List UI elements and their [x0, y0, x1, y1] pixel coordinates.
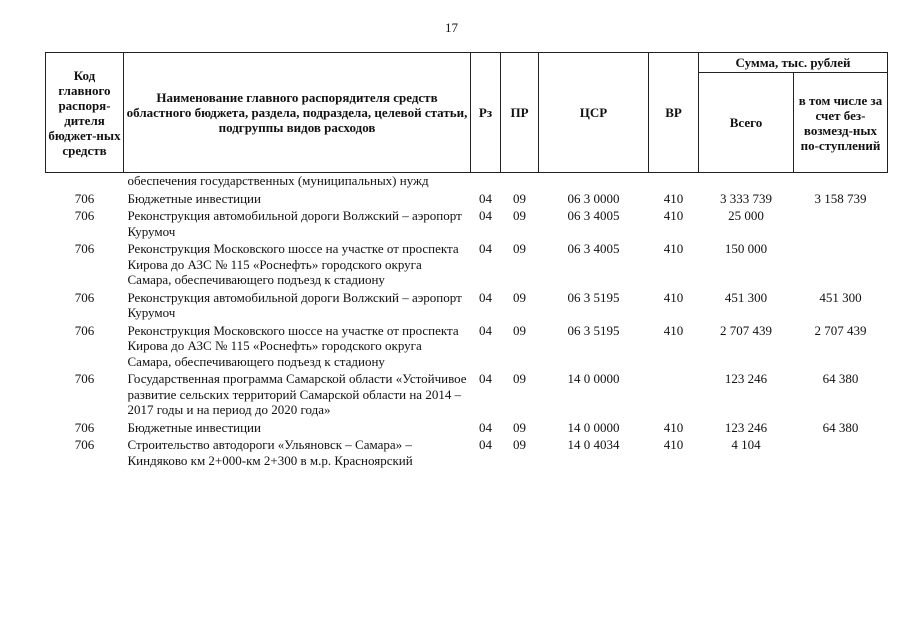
cell-csr	[539, 173, 649, 191]
cell-rz: 04	[479, 208, 492, 223]
cell-code: 706	[74, 208, 95, 223]
cell-rz: 04	[479, 419, 492, 435]
cell-csr: 06 3 0000	[567, 190, 620, 206]
table-row	[46, 208, 888, 241]
table-row	[46, 173, 888, 191]
cell-incl: 64 380	[822, 419, 859, 435]
cell-pr: 09	[513, 241, 526, 256]
cell-pr	[501, 173, 539, 191]
header-incl: в том числе за счет без-возмезд-ных по-ступлений	[794, 73, 888, 173]
cell-rz: 04	[479, 437, 492, 452]
cell-csr: 06 3 5195	[567, 289, 620, 305]
cell-name: Бюджетные инвестиции	[127, 419, 261, 435]
cell-incl: 64 380	[822, 371, 859, 386]
cell-vr: 410	[663, 437, 684, 452]
cell-name: обеспечения государственных (муниципальных) нужд	[127, 173, 429, 188]
cell-incl	[794, 241, 888, 290]
cell-total: 25 000	[728, 208, 764, 223]
cell-code: 706	[74, 419, 95, 435]
cell-incl	[794, 208, 888, 241]
cell-incl: 2 707 439	[814, 322, 867, 338]
cell-pr: 09	[513, 437, 526, 452]
cell-total: 123 246	[724, 371, 768, 386]
cell-vr: 410	[663, 289, 684, 305]
cell-rz: 04	[479, 322, 492, 338]
cell-csr: 06 3 5195	[567, 322, 620, 338]
cell-vr: 410	[663, 190, 684, 206]
table-row	[46, 290, 888, 323]
cell-total: 2 707 439	[720, 322, 772, 338]
cell-incl: 3 158 739	[814, 190, 867, 206]
header-total: Всего	[699, 73, 794, 173]
table-row	[46, 420, 888, 438]
cell-vr: 410	[663, 208, 684, 223]
cell-pr: 09	[513, 371, 526, 386]
cell-vr: 410	[663, 322, 684, 338]
cell-vr: 410	[663, 241, 684, 256]
cell-code: 706	[74, 241, 95, 256]
cell-total: 123 246	[724, 419, 768, 435]
cell-pr: 09	[513, 208, 526, 223]
cell-csr: 06 3 4005	[567, 208, 620, 223]
cell-pr: 09	[513, 190, 526, 206]
cell-csr: 14 0 0000	[567, 419, 620, 435]
cell-total: 451 300	[724, 289, 768, 305]
cell-rz: 04	[479, 289, 492, 305]
table-row	[46, 323, 888, 372]
cell-pr: 09	[513, 289, 526, 305]
cell-total: 150 000	[724, 241, 768, 256]
cell-csr: 06 3 4005	[567, 241, 620, 256]
header-code: Код главного распоря-дителя бюджет-ных средств	[46, 53, 124, 173]
cell-code: 706	[74, 371, 95, 386]
cell-name: Бюджетные инвестиции	[127, 190, 261, 206]
budget-table	[45, 52, 888, 470]
cell-total: 4 104	[731, 437, 761, 452]
cell-rz: 04	[479, 371, 492, 386]
header-name: Наименование главного распорядителя средств областного бюджета, раздела, подраздела, целевой статьи, подгруппы видов расходов	[124, 53, 471, 173]
cell-name: Реконструкция Московского шоссе на участке от проспекта Кирова до АЗС № 115 «Роснефть» городского округа Самара, обеспечивающего подъезд к стадиону	[127, 241, 459, 287]
cell-code: 706	[74, 322, 95, 338]
table-row	[46, 437, 888, 470]
cell-code: 706	[74, 289, 95, 305]
cell-rz: 04	[479, 190, 492, 206]
cell-total	[699, 173, 794, 191]
cell-incl	[794, 437, 888, 470]
cell-vr: 410	[663, 419, 684, 435]
header-pr: ПР	[501, 53, 539, 173]
cell-rz: 04	[479, 241, 492, 256]
cell-incl	[794, 173, 888, 191]
cell-code	[46, 173, 124, 191]
cell-name: Государственная программа Самарской области «Устойчивое развитие сельских территорий Самарской области на 2014 – 2017 годы и на период до 2020 года»	[127, 371, 467, 417]
cell-pr: 09	[513, 322, 526, 338]
cell-code: 706	[74, 190, 95, 206]
cell-name: Строительство автодороги «Ульяновск – Самара» – Киндяково км 2+000-км 2+300 в м.р. Красноярский	[127, 437, 413, 468]
cell-rz	[471, 173, 501, 191]
header-csr: ЦСР	[539, 53, 649, 173]
header-vr: ВР	[649, 53, 699, 173]
table-row	[46, 241, 888, 290]
cell-vr	[649, 173, 699, 191]
cell-code: 706	[74, 437, 95, 452]
cell-name: Реконструкция Московского шоссе на участке от проспекта Кирова до АЗС № 115 «Роснефть» городского округа Самара, обеспечивающего подъезд к стадиону	[127, 322, 459, 369]
cell-csr: 14 0 4034	[567, 437, 620, 452]
header-sum: Сумма, тыс. рублей	[699, 53, 888, 73]
cell-name: Реконструкция автомобильной дороги Волжский – аэропорт Курумоч	[127, 289, 462, 320]
page-number: 17	[445, 20, 458, 35]
cell-csr: 14 0 0000	[567, 371, 620, 386]
cell-pr: 09	[513, 419, 526, 435]
header-rz: Рз	[471, 53, 501, 173]
cell-incl: 451 300	[819, 289, 862, 305]
cell-name: Реконструкция автомобильной дороги Волжский – аэропорт Курумоч	[127, 208, 462, 239]
table-row	[46, 191, 888, 209]
table-row	[46, 371, 888, 420]
cell-total: 3 333 739	[720, 190, 772, 206]
cell-vr	[649, 371, 699, 420]
